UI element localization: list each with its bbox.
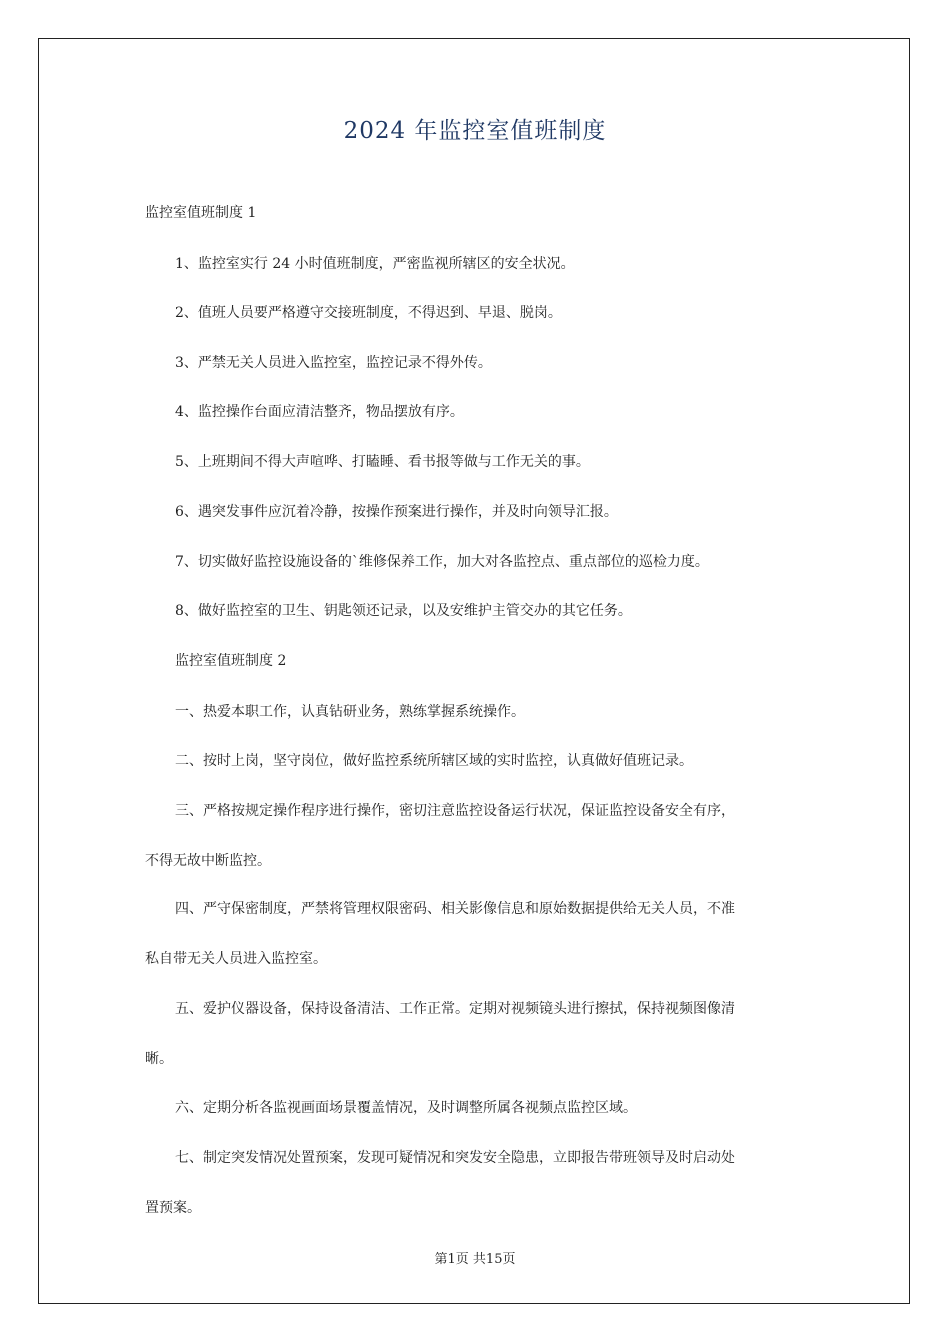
section-heading-2: 监控室值班制度 2 <box>175 653 287 669</box>
rule-line: 三、严格按规定操作程序进行操作，密切注意监控设备运行状况，保证监控设备安全有序， <box>175 803 735 819</box>
rule-item: 7、切实做好监控设施设备的`维修保养工作，加大对各监控点、重点部位的巡检力度。 <box>175 554 709 570</box>
rule-line: 七、制定突发情况处置预案，发现可疑情况和突发安全隐患，立即报告带班领导及时启动处 <box>175 1150 735 1166</box>
rule-line: 二、按时上岗，坚守岗位，做好监控系统所辖区域的实时监控，认真做好值班记录。 <box>175 753 693 769</box>
rule-line: 四、严守保密制度，严禁将管理权限密码、相关影像信息和原始数据提供给无关人员，不准 <box>175 901 735 917</box>
rule-item: 2、值班人员要严格遵守交接班制度，不得迟到、早退、脱岗。 <box>175 305 562 321</box>
rule-line: 不得无故中断监控。 <box>145 853 271 869</box>
page-footer: 第1页 共15页 <box>434 1252 516 1267</box>
rule-item: 5、上班期间不得大声喧哗、打瞌睡、看书报等做与工作无关的事。 <box>175 454 590 470</box>
rule-line: 六、定期分析各监视画面场景覆盖情况，及时调整所属各视频点监控区域。 <box>175 1100 637 1116</box>
rule-line: 五、爱护仪器设备，保持设备清洁、工作正常。定期对视频镜头进行擦拭，保持视频图像清 <box>175 1001 735 1017</box>
rule-line: 置预案。 <box>145 1200 201 1216</box>
rule-line: 一、热爱本职工作，认真钻研业务，熟练掌握系统操作。 <box>175 704 525 720</box>
rule-item: 8、做好监控室的卫生、钥匙领还记录，以及安维护主管交办的其它任务。 <box>175 603 632 619</box>
rule-item: 6、遇突发事件应沉着冷静，按操作预案进行操作，并及时向领导汇报。 <box>175 504 618 520</box>
rule-line: 私自带无关人员进入监控室。 <box>145 951 327 967</box>
rule-line: 晰。 <box>145 1051 173 1067</box>
rule-item: 4、监控操作台面应清洁整齐，物品摆放有序。 <box>175 404 464 420</box>
section-heading-1: 监控室值班制度 1 <box>145 205 257 221</box>
rule-item: 3、严禁无关人员进入监控室，监控记录不得外传。 <box>175 355 492 371</box>
document-title: 2024 年监控室值班制度 <box>343 118 607 144</box>
rule-item: 1、监控室实行 24 小时值班制度，严密监视所辖区的安全状况。 <box>175 256 575 272</box>
